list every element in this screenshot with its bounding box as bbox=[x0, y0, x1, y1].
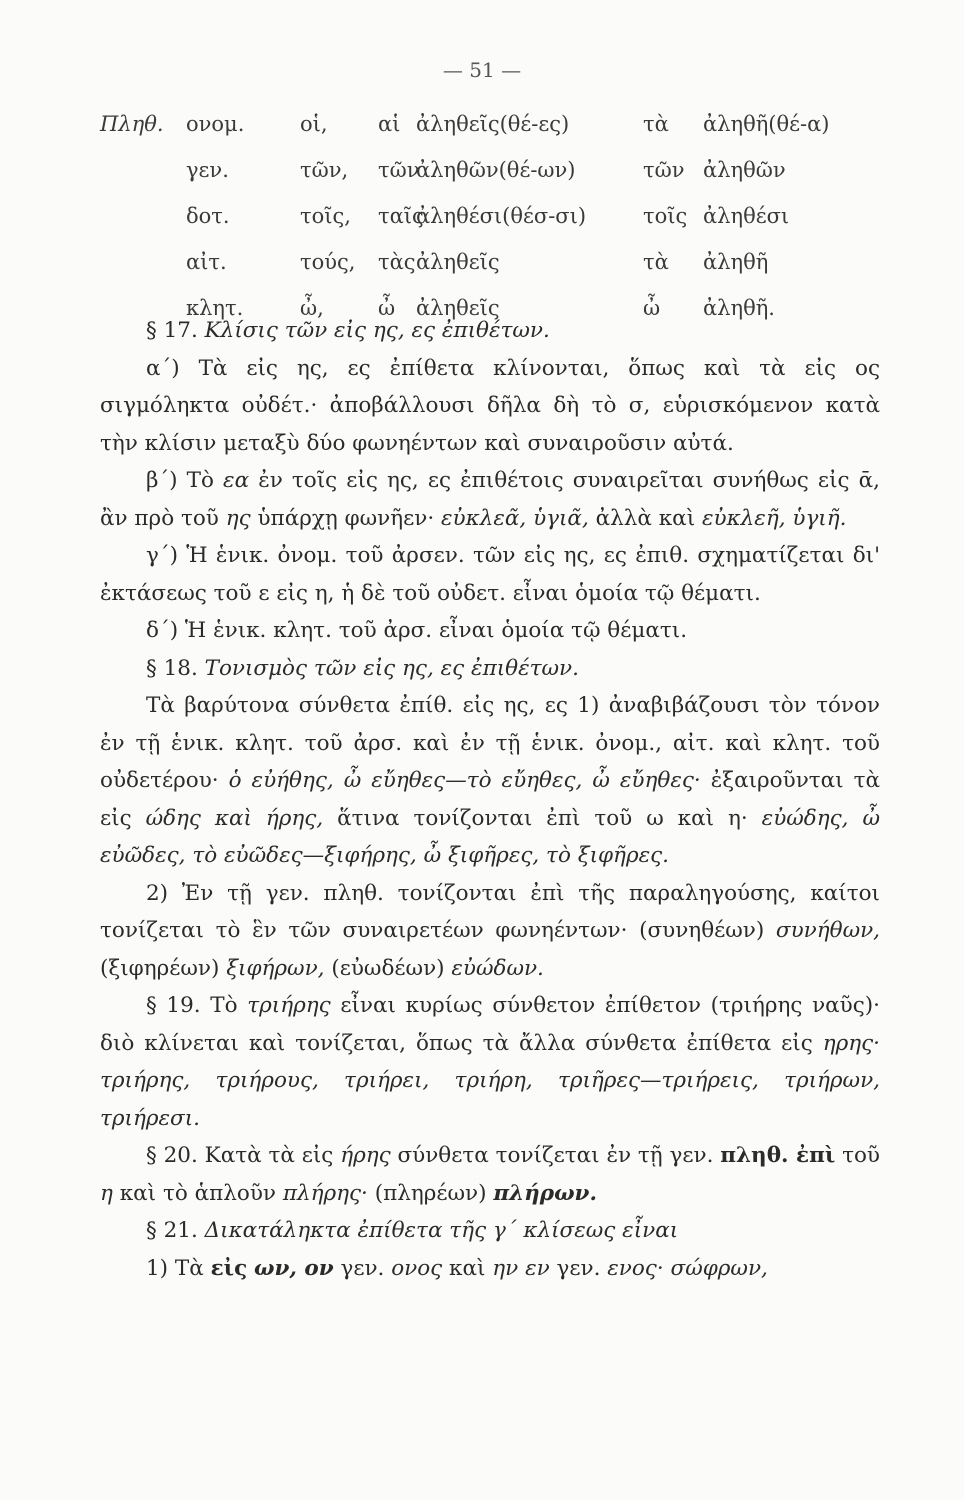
text-run: η bbox=[100, 1180, 113, 1206]
article-neut: τοῖς bbox=[643, 204, 688, 228]
text-run: ἐξαιροῦνται τὰ εἰς bbox=[100, 768, 881, 831]
article-fem: ὦ bbox=[378, 296, 396, 320]
form-neut: ἀληθῆ(θέ-α) bbox=[703, 112, 830, 136]
case-abbr: ονομ. bbox=[186, 112, 245, 136]
section-17-heading bbox=[100, 312, 880, 350]
declension-row bbox=[100, 204, 880, 250]
text-run: καὶ τὸ ἁπλοῦν bbox=[112, 1180, 283, 1206]
form-mf: ἀληθῶν(θέ-ων) bbox=[416, 158, 576, 182]
text-run: τριήρης bbox=[247, 993, 331, 1018]
section-number: § 19. bbox=[146, 993, 201, 1018]
case-label: Πληθ. bbox=[100, 112, 164, 136]
section-21-heading bbox=[100, 1212, 880, 1250]
text-run: (εὐωδέων) bbox=[324, 955, 452, 981]
text-run: εὐκλεῆ, ὑγιῆ. bbox=[701, 505, 847, 531]
case-abbr: δοτ. bbox=[186, 204, 230, 228]
section-title: Δικατάληκτα ἐπίθετα τῆς γ΄ κλίσεως εἶναι bbox=[204, 1218, 679, 1243]
text-run: εὐώδης, ὦ εὐῶδες, τὸ εὐῶδες—ξιφήρης, ὦ ξιφῆρες, τὸ ξιφῆρες. bbox=[100, 805, 880, 868]
text-run: εἰς bbox=[210, 1255, 248, 1281]
text-run: ης bbox=[225, 505, 251, 531]
article-neut: τὰ bbox=[643, 250, 669, 274]
paragraph-gamma: γ΄) Ἡ ἑνικ. ὀνομ. τοῦ ἀρσεν. τῶν εἰς ης, ες ἐπιθ. σχηματίζεται δι' ἐκτάσεως τοῦ ε εἰς η, ἡ δὲ τοῦ οὐδετ. εἶναι ὁμοία τῷ θέματι. bbox=[100, 543, 880, 606]
text-run: Κατὰ τὰ εἰς bbox=[204, 1143, 341, 1168]
text-run: γεν. bbox=[549, 1255, 608, 1281]
declension-row bbox=[100, 158, 880, 204]
article-fem: τῶν bbox=[378, 158, 420, 182]
text-run: ὁ εὐήθης, ὦ εὔηθες—τὸ εὔηθες, ὦ εὔηθες· bbox=[228, 768, 701, 793]
text-run: ώδης καὶ ήρης, bbox=[145, 805, 324, 831]
case-abbr: κλητ. bbox=[186, 296, 244, 320]
form-mf: ἀληθέσι(θέσ-σι) bbox=[416, 204, 587, 228]
declension-table bbox=[100, 112, 880, 342]
text-run: 1) Τὰ bbox=[146, 1255, 211, 1281]
text-run: σύνθετα τονίζεται ἐν τῇ γεν. bbox=[390, 1143, 721, 1168]
text-run: ενος· σώφρων, bbox=[607, 1255, 768, 1281]
text-run: γεν. bbox=[333, 1255, 392, 1281]
form-neut: ἀληθέσι bbox=[703, 204, 790, 228]
declension-row bbox=[100, 112, 880, 158]
article-masc: τῶν, bbox=[300, 158, 349, 182]
paragraph-alpha: α΄) Τὰ εἰς ης, ες ἐπίθετα κλίνονται, ὅπως καὶ τὰ εἰς ος σιγμόληκτα οὐδέτ.· ἀποβάλλουσι δῆλα δὴ τὸ σ, εὑρισκόμενον κατὰ τὴν κλίσιν μεταξὺ δύο φωνηέντων καὶ συναιροῦσιν αὐτά. bbox=[100, 355, 880, 456]
article-masc: τούς, bbox=[300, 250, 356, 274]
paragraph-18-1 bbox=[100, 687, 880, 875]
text-run: εα bbox=[223, 468, 250, 493]
text-run: ήρης bbox=[340, 1143, 391, 1168]
text-run: καὶ bbox=[442, 1255, 493, 1281]
text-run: 2) Ἐν τῇ γεν. πληθ. τονίζονται ἐπὶ τῆς παραληγούσης, καίτοι τονίζεται τὸ ἓν τῶν συναιρετέων φωνηέντων· (συνηθέων) bbox=[100, 880, 880, 943]
text-run: Τὰ βαρύτονα σύνθετα ἐπίθ. εἰς ης, ες 1) ἀναβιβάζουσι τὸν τόνον ἐν τῇ ἑνικ. κλητ. τοῦ ἀρσ. καὶ ἐν τῇ ἑνικ. ὀνομ., αἰτ. καὶ κλητ. τοῦ οὐδετέρου· bbox=[100, 693, 880, 793]
text-run: συνήθων, bbox=[775, 918, 880, 943]
text-run: (ξιφηρέων) bbox=[100, 955, 227, 981]
section-19 bbox=[100, 987, 880, 1137]
article-neut: ὦ bbox=[643, 296, 661, 320]
article-masc: τοῖς, bbox=[300, 204, 351, 228]
paragraph-18-2 bbox=[100, 875, 880, 988]
section-number: § 21. bbox=[146, 1218, 198, 1243]
text-run: ξιφήρων, bbox=[226, 955, 325, 981]
text-run: (πληρέων) bbox=[367, 1180, 494, 1206]
text-run: εἶναι κυρίως σύνθετον ἐπίθετον (τριήρης ναῦς)· διὸ κλίνεται καὶ τονίζεται, ὅπως τὰ ἄλλα σύνθετα ἐπίθετα εἰς bbox=[100, 993, 880, 1056]
text-run: ην εν bbox=[492, 1255, 550, 1281]
declension-row bbox=[100, 250, 880, 296]
text-run: εὐώδων. bbox=[451, 955, 544, 981]
text-run: εὐκλεᾶ, ὑγιᾶ, bbox=[441, 505, 589, 531]
section-20 bbox=[100, 1137, 880, 1212]
text-run: ἀλλὰ καὶ bbox=[588, 505, 702, 531]
form-mf: ἀληθεῖς bbox=[416, 296, 500, 320]
form-neut: ἀληθῆ. bbox=[703, 296, 775, 320]
text-run: ἐν τοῖς εἰς ης, ες ἐπιθέτοις συναιρεῖται συνήθως εἰς ᾱ, ἂν πρὸ τοῦ bbox=[100, 468, 880, 531]
paragraph-beta bbox=[100, 462, 880, 537]
case-abbr: αἰτ. bbox=[186, 250, 227, 274]
body-text bbox=[100, 312, 880, 1287]
text-run: τοῦ bbox=[835, 1143, 880, 1168]
form-neut: ἀληθῆ bbox=[703, 250, 769, 274]
text-run: ἅτινα τονίζονται ἐπὶ τοῦ ω καὶ η· bbox=[323, 805, 762, 831]
text-run: ηρης· τριήρης, τριήρους, τριήρει, τριήρη, τριῆρες—τριήρεις, τριήρων, τριήρεσι. bbox=[100, 1030, 880, 1131]
article-fem: ταῖς bbox=[378, 204, 424, 228]
form-mf: ἀληθεῖς(θέ-ες) bbox=[416, 112, 570, 136]
section-18-heading bbox=[100, 650, 880, 688]
section-number: § 20. bbox=[146, 1143, 198, 1168]
text-run: πλήρων. bbox=[493, 1180, 597, 1206]
text-run: πλήρης· bbox=[282, 1180, 368, 1206]
page-number: — 51 — bbox=[442, 58, 522, 82]
article-masc: ὦ, bbox=[300, 296, 324, 320]
text-run: Τὸ bbox=[210, 993, 248, 1018]
section-title: Κλίσις τῶν εἰς ης, ες ἐπιθέτων. bbox=[204, 318, 550, 343]
text-run: ων, ον bbox=[254, 1255, 334, 1281]
article-fem: τὰς bbox=[378, 250, 416, 274]
article-neut: τῶν bbox=[643, 158, 685, 182]
article-masc: οἱ, bbox=[300, 112, 328, 136]
section-title: Τονισμὸς τῶν εἰς ης, ες ἐπιθέτων. bbox=[204, 655, 579, 681]
article-neut: τὰ bbox=[643, 112, 669, 136]
case-abbr: γεν. bbox=[186, 158, 229, 182]
article-fem: αἱ bbox=[378, 112, 401, 136]
section-number: § 18. bbox=[146, 655, 198, 681]
text-run: ὑπάρχῃ φωνῆεν· bbox=[250, 505, 442, 531]
form-mf: ἀληθεῖς bbox=[416, 250, 500, 274]
text-run: β΄) Τὸ bbox=[146, 468, 224, 493]
text-run: ονος bbox=[391, 1255, 443, 1281]
section-number: § 17. bbox=[146, 318, 198, 343]
paragraph-delta: δ΄) Ἡ ἑνικ. κλητ. τοῦ ἀρσ. εἶναι ὁμοία τῷ θέματι. bbox=[146, 618, 688, 643]
form-neut: ἀληθῶν bbox=[703, 158, 786, 182]
text-run: πληθ. ἐπὶ bbox=[720, 1143, 836, 1168]
paragraph-21-1 bbox=[100, 1250, 880, 1288]
